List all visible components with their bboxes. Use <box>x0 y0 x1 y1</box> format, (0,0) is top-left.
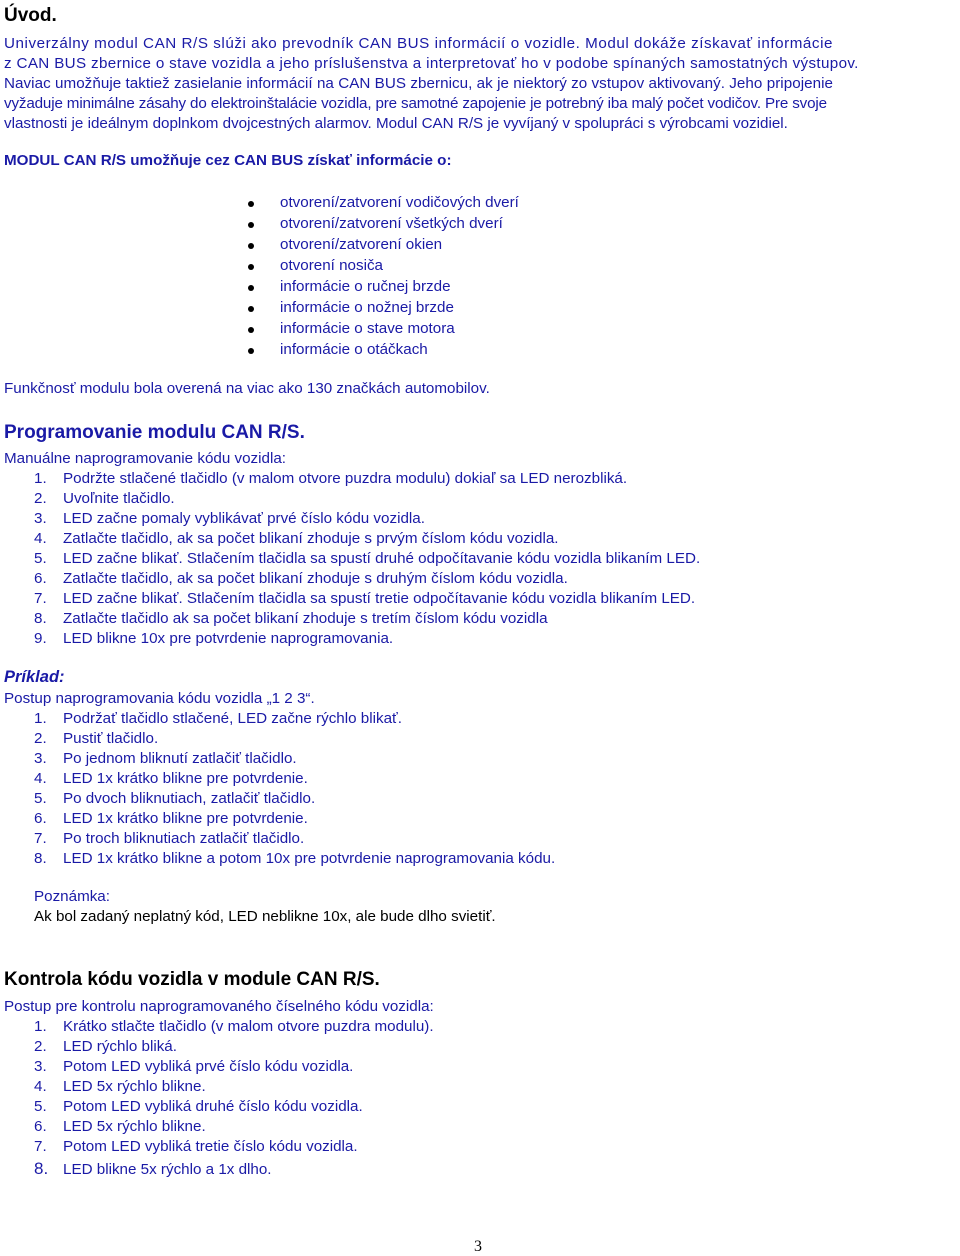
bullet-icon <box>248 201 254 207</box>
bullet-icon <box>248 306 254 312</box>
intro-line: vyžaduje minimálne zásahy do elektroinštalácie vozidla, pre samotné zapojenie je potrebný iba malý počet vodičov. Pre svoje <box>4 95 827 112</box>
example-step: 8. LED 1x krátko blikne a potom 10x pre potvrdenie naprogramovania kódu. <box>34 850 556 867</box>
example-intro: Postup naprogramovania kódu vozidla „1 2 3“. <box>4 690 315 707</box>
check-step: 6. LED 5x rýchlo blikne. <box>34 1118 206 1135</box>
intro-line: z CAN BUS zbernice o stave vozidla a jeho príslušenstva a interpretovať ho v podobe spínaných samostatných výstupov. <box>4 55 859 72</box>
example-step: 2. Pustiť tlačidlo. <box>34 730 159 747</box>
programming-subheading: Manuálne naprogramovanie kódu vozidla: <box>4 450 286 467</box>
programming-step: 3. LED začne pomaly vyblikávať prvé číslo kódu vozidla. <box>34 510 425 527</box>
check-step: 4. LED 5x rýchlo blikne. <box>34 1078 206 1095</box>
bullet-icon <box>248 285 254 291</box>
intro-heading: Úvod. <box>4 5 57 26</box>
bullet-icon <box>248 264 254 270</box>
bullet-icon <box>248 243 254 249</box>
example-step: 1. Podržať tlačidlo stlačené, LED začne rýchlo blikať. <box>34 710 402 727</box>
programming-step: 5. LED začne blikať. Stlačením tlačidla sa spustí druhé odpočítavanie kódu vozidla blikaním LED. <box>34 550 701 567</box>
programming-step: 6. Zatlačte tlačidlo, ak sa počet blikaní zhoduje s druhým číslom kódu vozidla. <box>34 570 568 587</box>
intro-paragraph <box>4 34 956 134</box>
verified-note: Funkčnosť modulu bola overená na viac ako 130 značkách automobilov. <box>4 380 490 397</box>
programming-step: 4. Zatlačte tlačidlo, ak sa počet blikaní zhoduje s prvým číslom kódu vozidla. <box>34 530 559 547</box>
programming-step: 8. Zatlačte tlačidlo ak sa počet blikaní zhoduje s tretím číslom kódu vozidla <box>34 610 548 627</box>
programming-heading: Programovanie modulu CAN R/S. <box>4 422 305 443</box>
note-text: Ak bol zadaný neplatný kód, LED neblikne 10x, ale bude dlho svietiť. <box>34 908 496 925</box>
programming-step: 1. Podržte stlačené tlačidlo (v malom otvore puzdra modulu) dokiaľ sa LED nerozbliká. <box>34 470 628 487</box>
note-label: Poznámka: <box>34 888 110 905</box>
check-step: 3. Potom LED vybliká prvé číslo kódu vozidla. <box>34 1058 354 1075</box>
example-step: 6. LED 1x krátko blikne pre potvrdenie. <box>34 810 308 827</box>
example-step: 4. LED 1x krátko blikne pre potvrdenie. <box>34 770 308 787</box>
check-step: 7. Potom LED vybliká tretie číslo kódu vozidla. <box>34 1138 358 1155</box>
programming-step: 9. LED blikne 10x pre potvrdenie naprogramovania. <box>34 630 394 647</box>
example-heading: Príklad: <box>4 668 65 686</box>
example-step: 3. Po jednom bliknutí zatlačiť tlačidlo. <box>34 750 297 767</box>
intro-line: vlastnosti je ideálnym doplnkom dvojcestných alarmov. Modul CAN R/S je vyvíjaný v spolupráci s výrobcami vozidiel. <box>4 115 788 132</box>
programming-step: 7. LED začne blikať. Stlačením tlačidla sa spustí tretie odpočítavanie kódu vozidla blikaním LED. <box>34 590 696 607</box>
check-step: 1. Krátko stlačte tlačidlo (v malom otvore puzdra modulu). <box>34 1018 434 1035</box>
programming-step: 2. Uvoľnite tlačidlo. <box>34 490 175 507</box>
page-number: 3 <box>474 1238 482 1255</box>
check-heading: Kontrola kódu vozidla v module CAN R/S. <box>4 969 380 990</box>
bullet-icon <box>248 348 254 354</box>
check-intro: Postup pre kontrolu naprogramovaného číselného kódu vozidla: <box>4 998 434 1015</box>
example-step: 5. Po dvoch bliknutiach, zatlačiť tlačidlo. <box>34 790 316 807</box>
example-step: 7. Po troch bliknutiach zatlačiť tlačidlo. <box>34 830 305 847</box>
intro-line: Naviac umožňuje taktiež zasielanie informácií na CAN BUS zbernicu, ak je niektorý zo vstupov aktivovaný. Jeho pripojenie <box>4 75 834 92</box>
check-step: 5. Potom LED vybliká druhé číslo kódu vozidla. <box>34 1098 363 1115</box>
check-step: 2. LED rýchlo bliká. <box>34 1038 177 1055</box>
capabilities-lead: MODUL CAN R/S umožňuje cez CAN BUS získať informácie o: <box>4 152 452 169</box>
bullet-icon <box>248 222 254 228</box>
check-step: 8. LED blikne 5x rýchlo a 1x dlho. <box>34 1159 272 1178</box>
bullet-icon <box>248 327 254 333</box>
intro-line: Univerzálny modul CAN R/S slúži ako prevodník CAN BUS informácií o vozidle. Modul dokáže získavať informácie <box>4 35 833 52</box>
